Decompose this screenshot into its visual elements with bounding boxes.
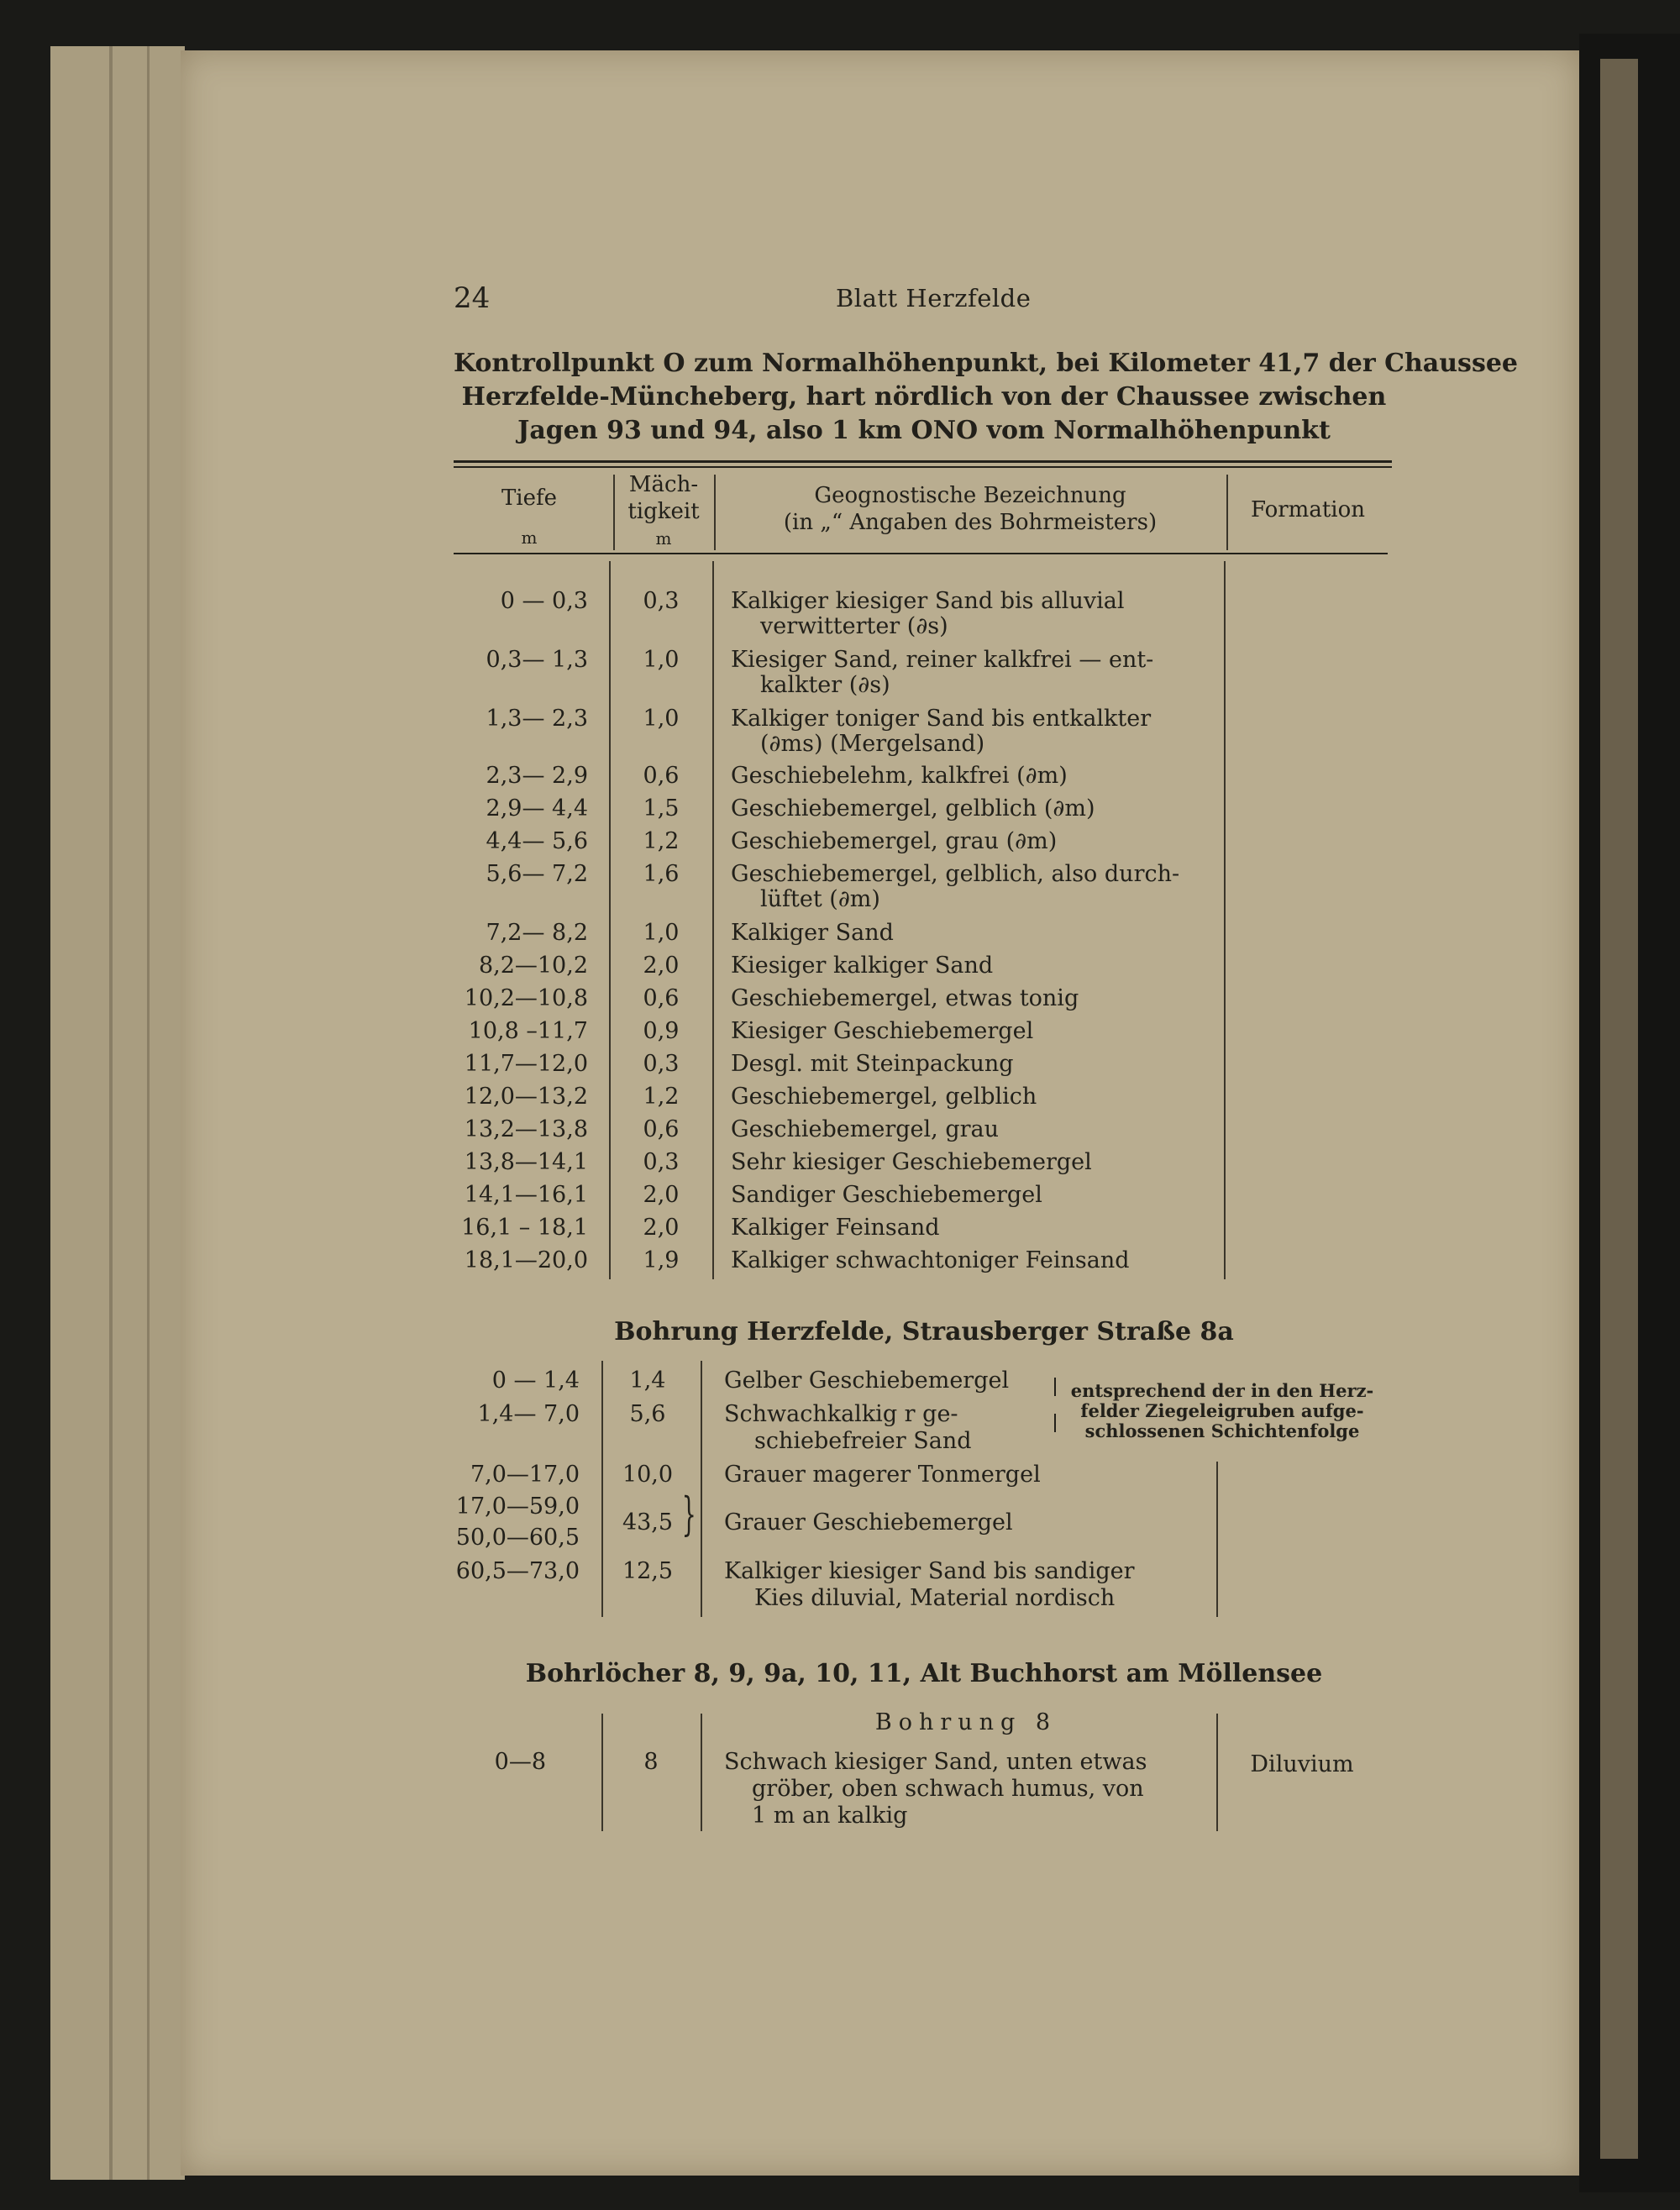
header-maechtigkeit-2: tigkeit	[627, 499, 700, 524]
row-description: Geschiebemergel, gelblich, also durch-	[731, 861, 1180, 887]
row-tiefe: 60,5—73,0	[455, 1558, 580, 1584]
row-description: schiebefreier Sand	[754, 1428, 972, 1454]
row-maechtigkeit: 2,0	[643, 1182, 680, 1208]
row-description: Geschiebemergel, grau	[731, 1116, 1000, 1142]
row-description: kalkter (∂s)	[760, 672, 890, 698]
row-tiefe: 12,0—13,2	[464, 1084, 588, 1110]
row-description: Grauer magerer Tonmergel	[724, 1462, 1041, 1488]
section3-tiefe: 0—8	[494, 1749, 546, 1775]
row-maechtigkeit: 0,6	[643, 763, 680, 789]
column-divider	[701, 1361, 702, 1617]
row-description: Kalkiger Feinsand	[731, 1215, 940, 1241]
header-maechtigkeit-1: Mäch-	[628, 472, 699, 497]
row-maechtigkeit: 1,2	[643, 828, 680, 854]
note-bar	[1054, 1378, 1056, 1396]
row-tiefe: 5,6— 7,2	[486, 861, 588, 887]
row-maechtigkeit: 1,6	[643, 861, 680, 887]
row-tiefe: 7,2— 8,2	[486, 920, 588, 946]
row-maechtigkeit: 1,0	[643, 706, 680, 732]
row-description: Geschiebemergel, etwas tonig	[731, 985, 1079, 1011]
page-stack-edge	[50, 46, 185, 2180]
row-maechtigkeit: 0,9	[643, 1018, 680, 1044]
row-tiefe: 4,4— 5,6	[486, 828, 588, 854]
row-tiefe: 50,0—60,5	[455, 1525, 580, 1551]
page-stack-line	[147, 46, 150, 2180]
row-maechtigkeit: 2,0	[643, 953, 680, 979]
section1-title-line-2: Herzfelde-Müncheberg, hart nördlich von der Chaussee zwischen	[461, 382, 1387, 412]
row-description: Kalkiger schwachtoniger Feinsand	[731, 1247, 1130, 1273]
row-maechtigkeit: 0,3	[643, 588, 680, 614]
row-tiefe: 0 — 0,3	[500, 588, 588, 614]
section3-subheading: Bohrung 8	[874, 1709, 1058, 1735]
header-bezeichnung-2: (in „“ Angaben des Bohrmeisters)	[783, 510, 1158, 535]
section1-title-line-1: Kontrollpunkt O zum Normalhöhenpunkt, bei Kilometer 41,7 der Chaussee	[454, 349, 1519, 378]
header-bezeichnung-1: Geognostische Bezeichnung	[814, 483, 1126, 508]
row-description: Kies diluvial, Material nordisch	[754, 1585, 1116, 1611]
row-tiefe: 10,2—10,8	[464, 985, 588, 1011]
header-tiefe-unit: m	[521, 528, 538, 548]
row-description: Sehr kiesiger Geschiebemergel	[731, 1149, 1092, 1175]
row-maechtigkeit: 10,0	[622, 1462, 674, 1488]
row-description: lüftet (∂m)	[760, 886, 880, 912]
table-header-bottom-rule	[454, 553, 1388, 554]
header-formation: Formation	[1250, 497, 1366, 522]
page-number: 24	[454, 281, 491, 315]
row-tiefe: 7,0—17,0	[470, 1462, 580, 1488]
page-stack-line	[109, 46, 113, 2180]
row-tiefe: 1,3— 2,3	[486, 706, 588, 732]
section3-formation: Diluvium	[1250, 1751, 1354, 1777]
row-description: verwitterter (∂s)	[760, 613, 948, 639]
section3-title: Bohrlöcher 8, 9, 9a, 10, 11, Alt Buchhorst am Möllensee	[525, 1659, 1323, 1688]
row-tiefe: 13,8—14,1	[464, 1149, 588, 1175]
row-maechtigkeit: 5,6	[629, 1401, 666, 1427]
running-head: Blatt Herzfelde	[836, 284, 1032, 312]
row-tiefe: 2,9— 4,4	[486, 795, 588, 822]
column-divider	[609, 561, 611, 1279]
row-description: Kiesiger Sand, reiner kalkfrei — ent-	[731, 647, 1154, 673]
row-description: Kalkiger kiesiger Sand bis alluvial	[731, 588, 1125, 614]
row-description: Kalkiger kiesiger Sand bis sandiger	[724, 1558, 1135, 1584]
brace-symbol: }	[681, 1488, 696, 1541]
row-description: Geschiebemergel, grau (∂m)	[731, 828, 1058, 854]
row-description: Kalkiger toniger Sand bis entkalkter	[731, 706, 1152, 732]
row-maechtigkeit: 0,3	[643, 1149, 680, 1175]
row-tiefe: 10,8 –11,7	[468, 1018, 588, 1044]
row-maechtigkeit: 0,6	[643, 1116, 680, 1142]
row-tiefe: 14,1—16,1	[464, 1182, 588, 1208]
section3-m: 8	[643, 1749, 659, 1775]
row-tiefe: 2,3— 2,9	[486, 763, 588, 789]
note-line-3: schlossenen Schichtenfolge	[1084, 1420, 1360, 1441]
section3-desc-2: gröber, oben schwach humus, von	[752, 1776, 1144, 1802]
row-description: Geschiebemergel, gelblich (∂m)	[731, 795, 1095, 822]
header-maechtigkeit-unit: m	[655, 528, 672, 549]
row-description: Kiesiger kalkiger Sand	[731, 953, 994, 979]
row-maechtigkeit: 1,9	[643, 1247, 680, 1273]
header-tiefe: Tiefe	[501, 486, 558, 511]
row-tiefe: 8,2—10,2	[478, 953, 588, 979]
note-line-2: felder Ziegeleigruben aufge-	[1080, 1400, 1364, 1421]
row-tiefe: 11,7—12,0	[464, 1051, 588, 1077]
row-tiefe: 16,1 – 18,1	[461, 1215, 588, 1241]
row-description: Geschiebemergel, gelblich	[731, 1084, 1037, 1110]
row-maechtigkeit: 2,0	[643, 1215, 680, 1241]
row-description: (∂ms) (Mergelsand)	[760, 731, 985, 757]
row-maechtigkeit: 1,5	[643, 795, 680, 822]
note-bar	[1054, 1414, 1056, 1432]
row-tiefe: 0 — 1,4	[491, 1367, 580, 1394]
column-divider	[712, 561, 714, 1279]
table-top-rule	[454, 460, 1392, 463]
column-divider	[1224, 561, 1226, 1279]
row-description: Desgl. mit Steinpackung	[731, 1051, 1014, 1077]
row-tiefe: 0,3— 1,3	[486, 647, 588, 673]
section3-desc-3: 1 m an kalkig	[752, 1803, 908, 1829]
row-maechtigkeit: 1,4	[629, 1367, 666, 1394]
table-top-rule-thin	[454, 466, 1392, 468]
row-description: Schwachkalkig r ge-	[724, 1401, 958, 1427]
row-tiefe: 1,4— 7,0	[477, 1401, 580, 1427]
row-description: Sandiger Geschiebemergel	[731, 1182, 1042, 1208]
row-description: Gelber Geschiebemergel	[724, 1367, 1010, 1394]
row-description: Grauer Geschiebemergel	[724, 1509, 1013, 1535]
row-maechtigkeit: 1,0	[643, 920, 680, 946]
row-tiefe: 17,0—59,0	[455, 1493, 580, 1520]
row-maechtigkeit: 12,5	[622, 1558, 674, 1584]
row-description: Kiesiger Geschiebemergel	[731, 1018, 1034, 1044]
facing-page-edge	[1600, 59, 1638, 2159]
row-maechtigkeit: 1,0	[643, 647, 680, 673]
section3-desc-1: Schwach kiesiger Sand, unten etwas	[724, 1749, 1147, 1775]
row-description: Geschiebelehm, kalkfrei (∂m)	[731, 763, 1068, 789]
row-description: Kalkiger Sand	[731, 920, 894, 946]
row-maechtigkeit: 1,2	[643, 1084, 680, 1110]
row-tiefe: 18,1—20,0	[464, 1247, 588, 1273]
column-divider	[701, 1714, 702, 1831]
row-maechtigkeit: 43,5	[622, 1509, 674, 1535]
row-maechtigkeit: 0,6	[643, 985, 680, 1011]
row-maechtigkeit: 0,3	[643, 1051, 680, 1077]
section1-title-line-3: Jagen 93 und 94, also 1 km ONO vom Normalhöhenpunkt	[517, 416, 1331, 445]
section2-title: Bohrung Herzfelde, Strausberger Straße 8a	[614, 1317, 1234, 1346]
column-divider	[1216, 1462, 1218, 1617]
row-tiefe: 13,2—13,8	[464, 1116, 588, 1142]
note-line-1: entsprechend der in den Herz-	[1070, 1380, 1374, 1401]
